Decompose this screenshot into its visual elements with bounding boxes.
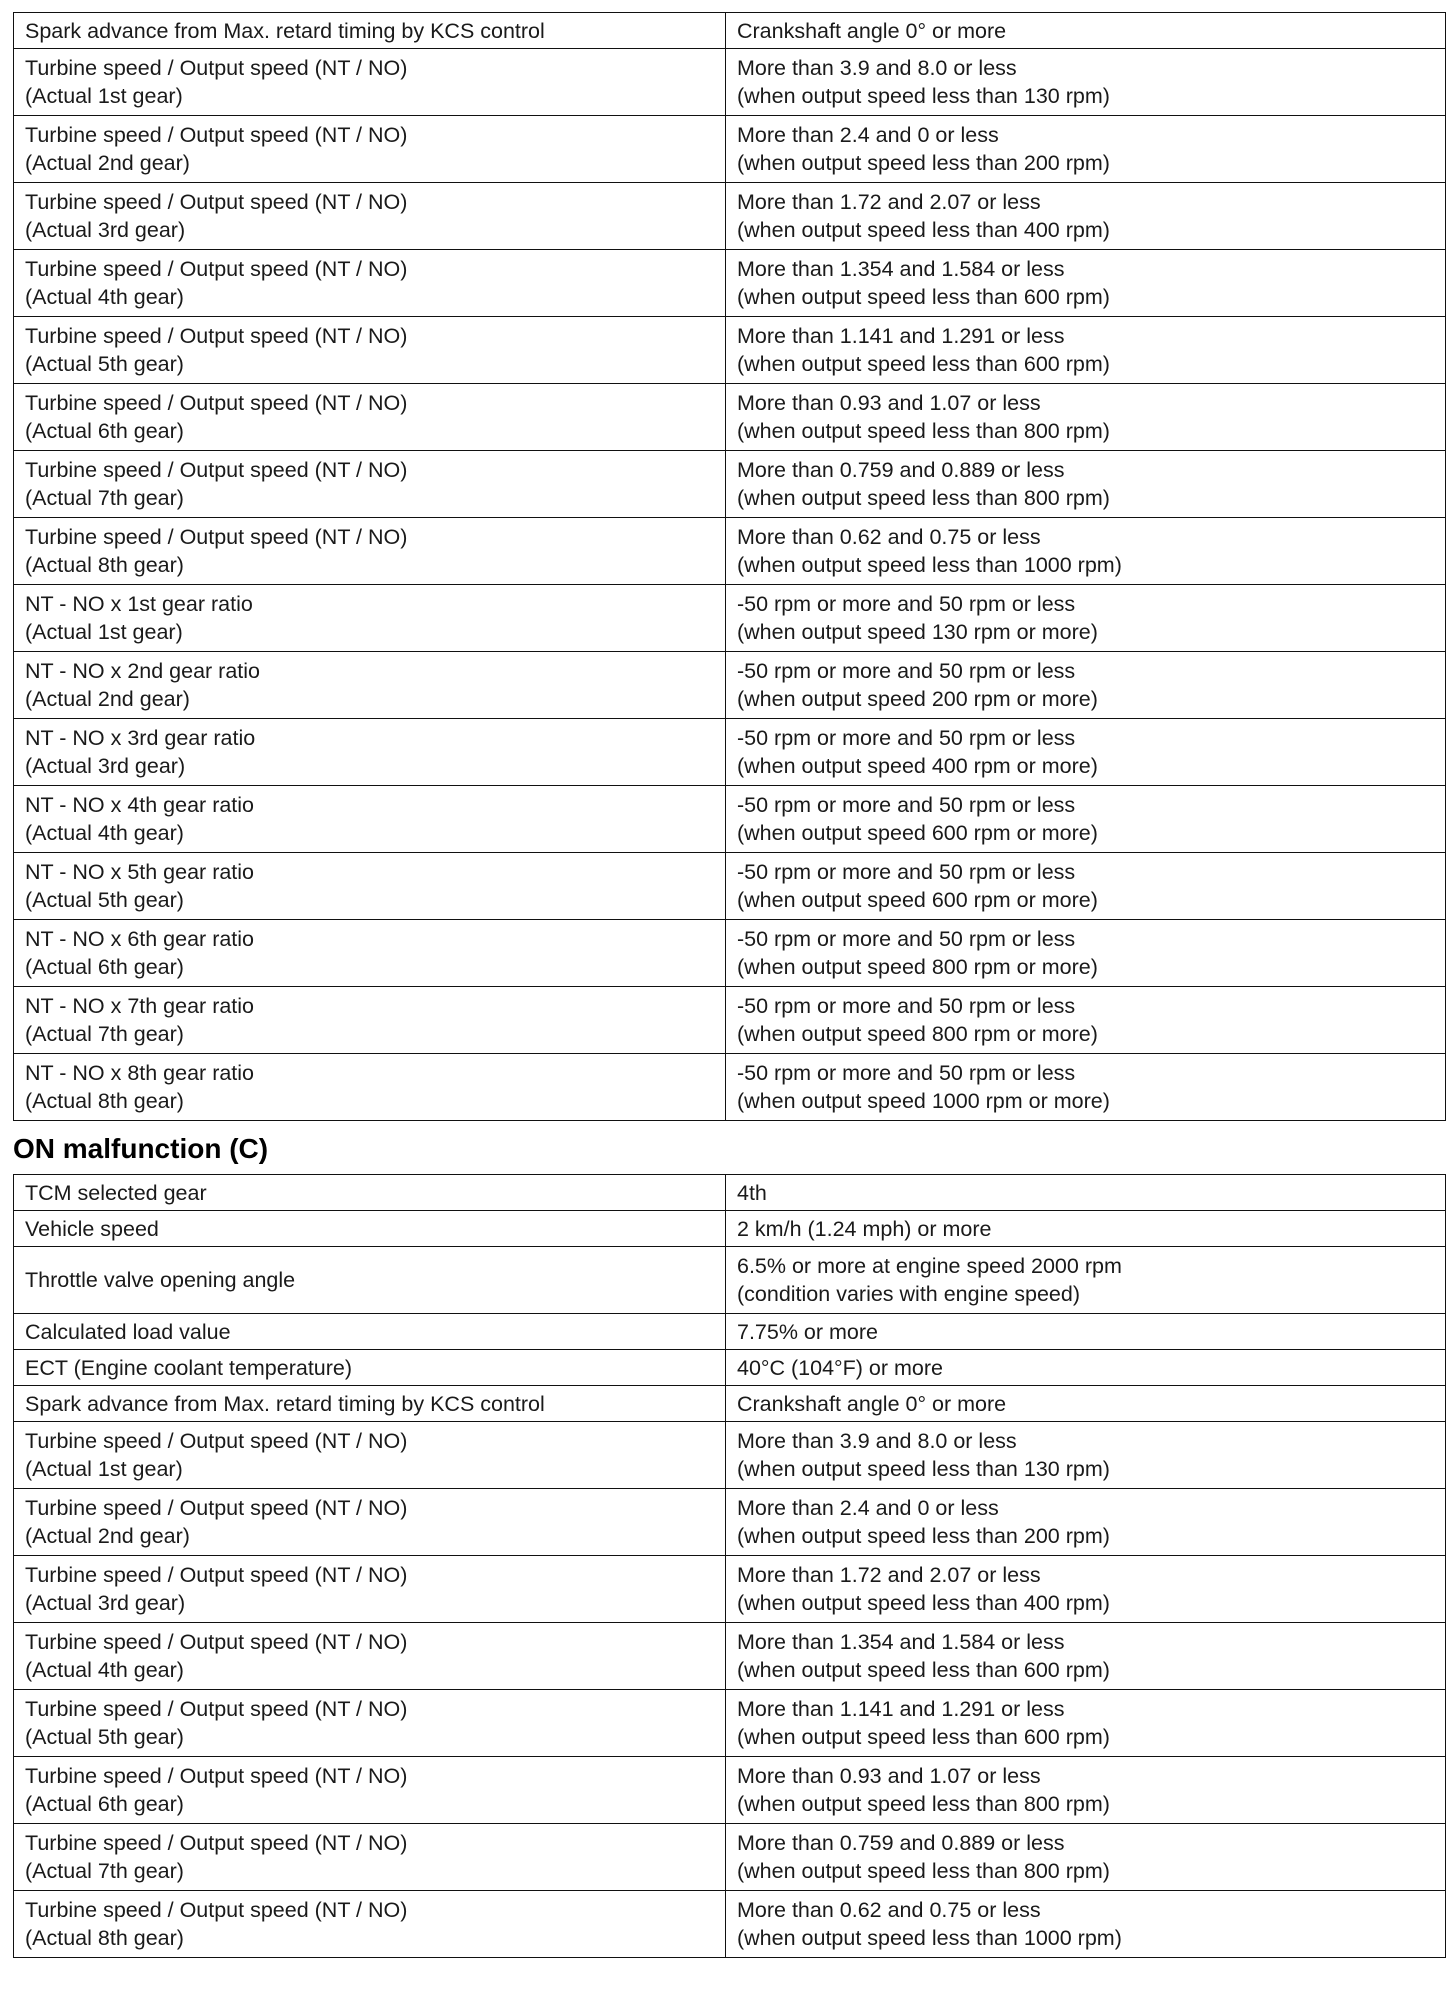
value-cell: More than 0.759 and 0.889 or less (when output speed less than 800 rpm): [726, 1824, 1446, 1891]
value-cell: More than 0.93 and 1.07 or less (when output speed less than 800 rpm): [726, 384, 1446, 451]
value-cell: 40°C (104°F) or more: [726, 1350, 1446, 1386]
condition-cell: Turbine speed / Output speed (NT / NO) (Actual 7th gear): [14, 1824, 726, 1891]
value-cell: More than 1.72 and 2.07 or less (when output speed less than 400 rpm): [726, 1556, 1446, 1623]
condition-cell: TCM selected gear: [14, 1175, 726, 1211]
condition-cell: ECT (Engine coolant temperature): [14, 1350, 726, 1386]
table-row: [14, 451, 1446, 518]
condition-cell: NT - NO x 1st gear ratio (Actual 1st gear): [14, 585, 726, 652]
condition-cell: Spark advance from Max. retard timing by KCS control: [14, 1386, 726, 1422]
condition-cell: Turbine speed / Output speed (NT / NO) (Actual 1st gear): [14, 49, 726, 116]
value-cell: More than 1.72 and 2.07 or less (when output speed less than 400 rpm): [726, 183, 1446, 250]
table-row: [14, 987, 1446, 1054]
value-cell: -50 rpm or more and 50 rpm or less (when output speed 130 rpm or more): [726, 585, 1446, 652]
table-row: [14, 719, 1446, 786]
value-cell: -50 rpm or more and 50 rpm or less (when output speed 800 rpm or more): [726, 920, 1446, 987]
condition-cell: Turbine speed / Output speed (NT / NO) (Actual 6th gear): [14, 1757, 726, 1824]
value-cell: More than 3.9 and 8.0 or less (when output speed less than 130 rpm): [726, 49, 1446, 116]
conditions-table-lower: [13, 1174, 1446, 1958]
value-cell: More than 3.9 and 8.0 or less (when output speed less than 130 rpm): [726, 1422, 1446, 1489]
table-row: [14, 585, 1446, 652]
condition-cell: Turbine speed / Output speed (NT / NO) (Actual 2nd gear): [14, 1489, 726, 1556]
table-row: [14, 1247, 1446, 1314]
table-row: [14, 1422, 1446, 1489]
table-row: [14, 652, 1446, 719]
value-cell: More than 0.62 and 0.75 or less (when output speed less than 1000 rpm): [726, 1891, 1446, 1958]
table-row: [14, 1623, 1446, 1690]
condition-cell: NT - NO x 3rd gear ratio (Actual 3rd gear): [14, 719, 726, 786]
value-cell: 7.75% or more: [726, 1314, 1446, 1350]
condition-cell: Turbine speed / Output speed (NT / NO) (Actual 5th gear): [14, 1690, 726, 1757]
table-row: [14, 317, 1446, 384]
condition-cell: Calculated load value: [14, 1314, 726, 1350]
condition-cell: Turbine speed / Output speed (NT / NO) (Actual 2nd gear): [14, 116, 726, 183]
value-cell: -50 rpm or more and 50 rpm or less (when output speed 600 rpm or more): [726, 786, 1446, 853]
table-row: [14, 1350, 1446, 1386]
value-cell: Crankshaft angle 0° or more: [726, 1386, 1446, 1422]
condition-cell: Vehicle speed: [14, 1211, 726, 1247]
condition-cell: Turbine speed / Output speed (NT / NO) (Actual 5th gear): [14, 317, 726, 384]
value-cell: 4th: [726, 1175, 1446, 1211]
table-row: [14, 1891, 1446, 1958]
condition-cell: Throttle valve opening angle: [14, 1247, 726, 1314]
table-row: [14, 786, 1446, 853]
table-row: [14, 1757, 1446, 1824]
table-row: [14, 1386, 1446, 1422]
condition-cell: Turbine speed / Output speed (NT / NO) (Actual 6th gear): [14, 384, 726, 451]
condition-cell: Turbine speed / Output speed (NT / NO) (Actual 3rd gear): [14, 183, 726, 250]
condition-cell: NT - NO x 7th gear ratio (Actual 7th gear): [14, 987, 726, 1054]
value-cell: -50 rpm or more and 50 rpm or less (when output speed 400 rpm or more): [726, 719, 1446, 786]
condition-cell: Turbine speed / Output speed (NT / NO) (Actual 4th gear): [14, 250, 726, 317]
condition-cell: Turbine speed / Output speed (NT / NO) (Actual 4th gear): [14, 1623, 726, 1690]
condition-cell: Turbine speed / Output speed (NT / NO) (Actual 7th gear): [14, 451, 726, 518]
condition-cell: Turbine speed / Output speed (NT / NO) (Actual 8th gear): [14, 1891, 726, 1958]
table-row: [14, 518, 1446, 585]
table-row: [14, 1824, 1446, 1891]
value-cell: More than 0.759 and 0.889 or less (when output speed less than 800 rpm): [726, 451, 1446, 518]
value-cell: More than 2.4 and 0 or less (when output speed less than 200 rpm): [726, 1489, 1446, 1556]
value-cell: More than 1.354 and 1.584 or less (when output speed less than 600 rpm): [726, 1623, 1446, 1690]
value-cell: -50 rpm or more and 50 rpm or less (when output speed 800 rpm or more): [726, 987, 1446, 1054]
condition-cell: Spark advance from Max. retard timing by KCS control: [14, 13, 726, 49]
table-row: [14, 1211, 1446, 1247]
table-row: [14, 1690, 1446, 1757]
table-row: [14, 384, 1446, 451]
table-row: [14, 1556, 1446, 1623]
value-cell: 6.5% or more at engine speed 2000 rpm (condition varies with engine speed): [726, 1247, 1446, 1314]
table-row: [14, 250, 1446, 317]
value-cell: More than 1.354 and 1.584 or less (when output speed less than 600 rpm): [726, 250, 1446, 317]
condition-cell: NT - NO x 8th gear ratio (Actual 8th gear): [14, 1054, 726, 1121]
value-cell: -50 rpm or more and 50 rpm or less (when output speed 200 rpm or more): [726, 652, 1446, 719]
condition-cell: NT - NO x 6th gear ratio (Actual 6th gear): [14, 920, 726, 987]
document-page: [13, 12, 1445, 1958]
value-cell: -50 rpm or more and 50 rpm or less (when output speed 600 rpm or more): [726, 853, 1446, 920]
value-cell: 2 km/h (1.24 mph) or more: [726, 1211, 1446, 1247]
table-row: [14, 1054, 1446, 1121]
table-row: [14, 49, 1446, 116]
condition-cell: Turbine speed / Output speed (NT / NO) (Actual 8th gear): [14, 518, 726, 585]
value-cell: -50 rpm or more and 50 rpm or less (when output speed 1000 rpm or more): [726, 1054, 1446, 1121]
condition-cell: NT - NO x 2nd gear ratio (Actual 2nd gear): [14, 652, 726, 719]
table-row: [14, 183, 1446, 250]
value-cell: More than 1.141 and 1.291 or less (when output speed less than 600 rpm): [726, 1690, 1446, 1757]
value-cell: More than 1.141 and 1.291 or less (when output speed less than 600 rpm): [726, 317, 1446, 384]
table-row: [14, 920, 1446, 987]
table-row: [14, 1489, 1446, 1556]
condition-cell: Turbine speed / Output speed (NT / NO) (Actual 1st gear): [14, 1422, 726, 1489]
table-row: [14, 1175, 1446, 1211]
section-heading: ON malfunction (C): [13, 1133, 269, 1164]
value-cell: More than 0.62 and 0.75 or less (when output speed less than 1000 rpm): [726, 518, 1446, 585]
value-cell: More than 2.4 and 0 or less (when output speed less than 200 rpm): [726, 116, 1446, 183]
condition-cell: NT - NO x 5th gear ratio (Actual 5th gear): [14, 853, 726, 920]
condition-cell: NT - NO x 4th gear ratio (Actual 4th gear): [14, 786, 726, 853]
value-cell: More than 0.93 and 1.07 or less (when output speed less than 800 rpm): [726, 1757, 1446, 1824]
table-row: [14, 1314, 1446, 1350]
conditions-table-upper: [13, 12, 1446, 1121]
condition-cell: Turbine speed / Output speed (NT / NO) (Actual 3rd gear): [14, 1556, 726, 1623]
table-row: [14, 116, 1446, 183]
table-row: [14, 853, 1446, 920]
value-cell: Crankshaft angle 0° or more: [726, 13, 1446, 49]
table-row: [14, 13, 1446, 49]
